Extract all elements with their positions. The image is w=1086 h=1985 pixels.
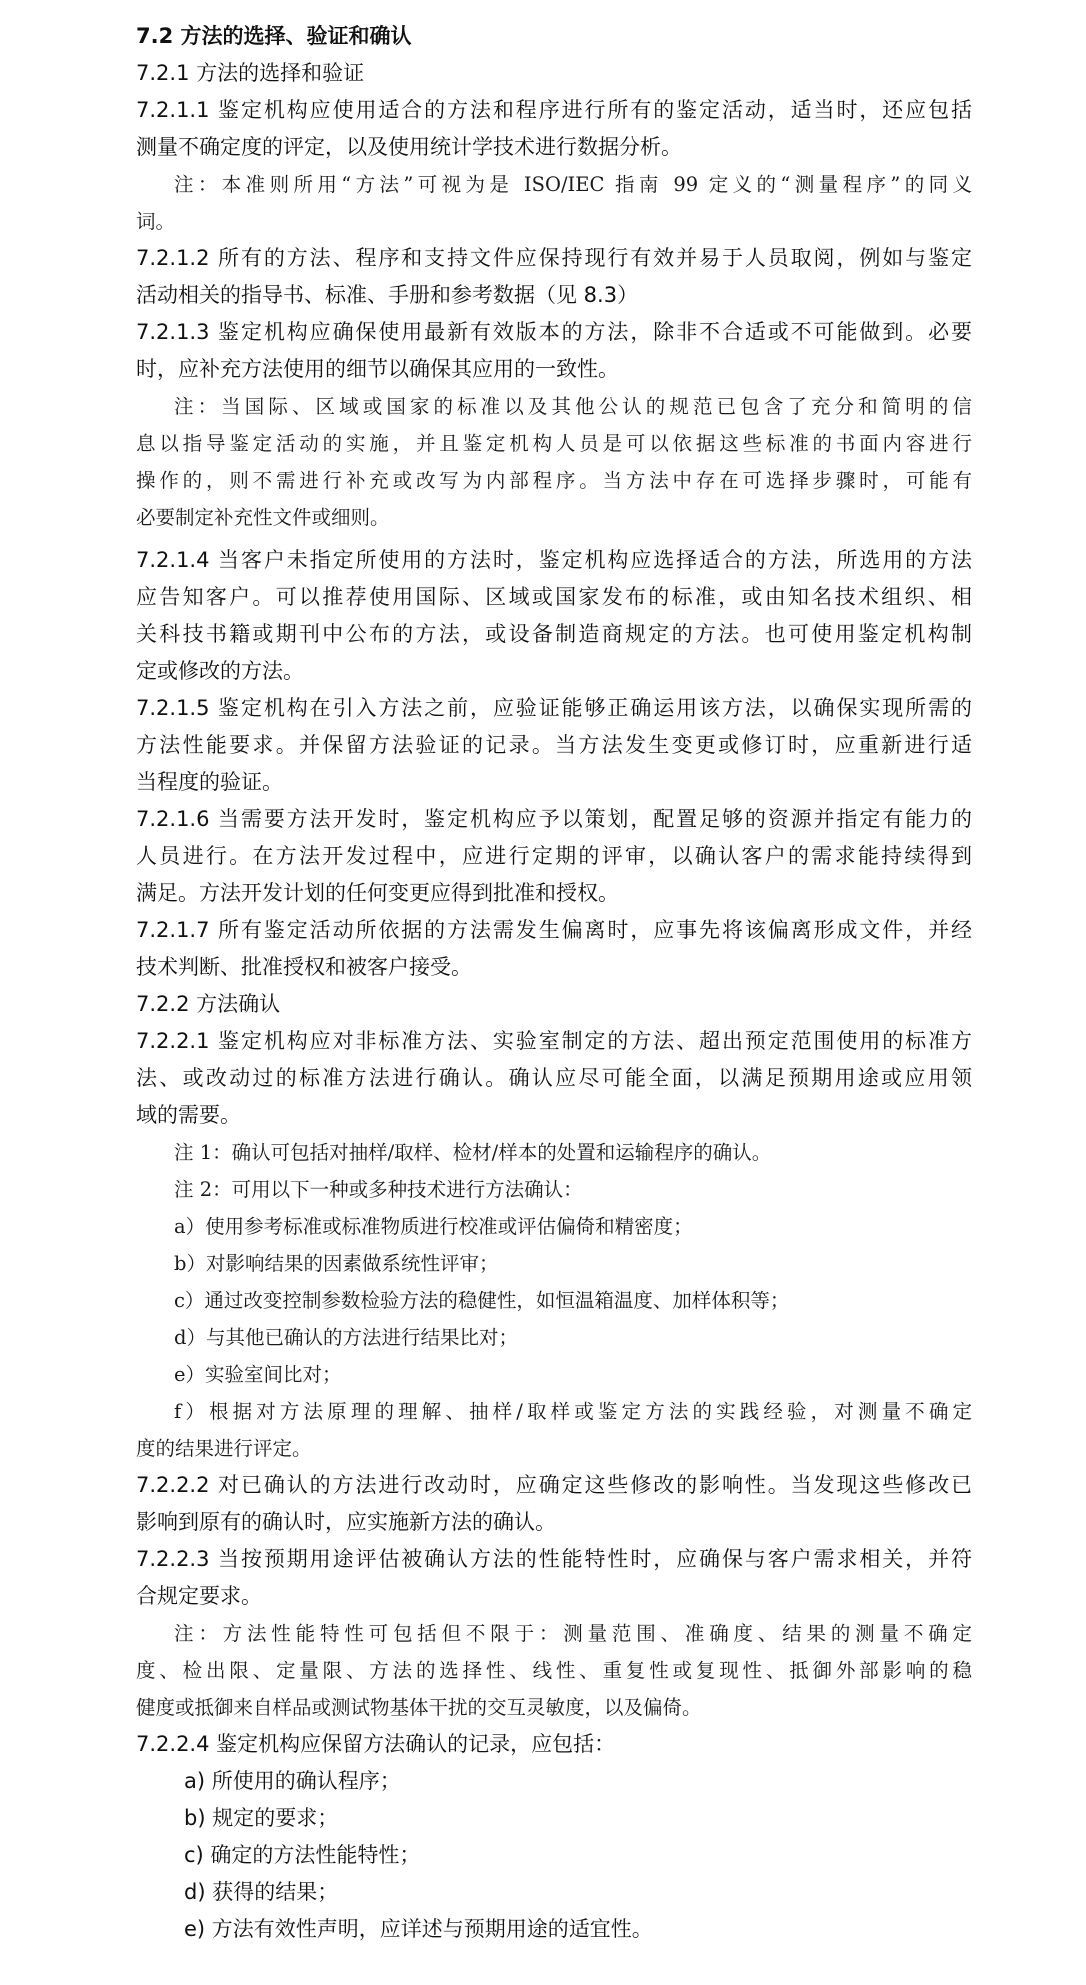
text-line: e）实验室间比对； [174, 1363, 342, 1386]
text-line: 技术判断、批准授权和被客户接受。 [136, 955, 472, 979]
text-line: 7.2.1.6 当需要方法开发时，鉴定机构应予以策划，配置足够的资源并指定有能力的 [136, 807, 972, 831]
text-line: 影响到原有的确认时，应实施新方法的确认。 [136, 1510, 556, 1534]
text-line: 7.2.1.7 所有鉴定活动所依据的方法需发生偏离时，应事先将该偏离形成文件，并经 [136, 918, 972, 942]
text-line: e) 方法有效性声明，应详述与预期用途的适宜性。 [184, 1917, 653, 1941]
text-line: b）对影响结果的因素做系统性评审； [174, 1252, 499, 1275]
text-line: 息以指导鉴定活动的实施，并且鉴定机构人员是可以依据这些标准的书面内容进行 [136, 432, 972, 455]
text-line: 注 2：可用以下一种或多种技术进行方法确认： [174, 1178, 583, 1201]
text-line: 7.2.2.2 对已确认的方法进行改动时，应确定这些修改的影响性。当发现这些修改已 [136, 1473, 972, 1497]
text-line: 7.2.1.4 当客户未指定所使用的方法时，鉴定机构应选择适合的方法，所选用的方法 [136, 548, 972, 572]
text-line: 注：当国际、区域或国家的标准以及其他公认的规范已包含了充分和简明的信 [174, 395, 972, 418]
text-line: a) 所使用的确认程序； [184, 1769, 401, 1793]
text-line: 时，应补充方法使用的细节以确保其应用的一致性。 [136, 357, 619, 381]
text-line: 7.2.2.3 当按预期用途评估被确认方法的性能特性时，应确保与客户需求相关，并符 [136, 1547, 972, 1571]
text-line: 必要制定补充性文件或细则。 [136, 506, 390, 529]
text-line: 注：方法性能特性可包括但不限于：测量范围、准确度、结果的测量不确定 [174, 1622, 972, 1645]
text-line: 词。 [136, 210, 176, 233]
text-line: b) 规定的要求； [184, 1806, 339, 1830]
text-line: 满足。方法开发计划的任何变更应得到批准和授权。 [136, 881, 619, 905]
text-line: f）根据对方法原理的理解、抽样/取样或鉴定方法的实践经验，对测量不确定 [174, 1400, 972, 1423]
text-line: c）通过改变控制参数检验方法的稳健性，如恒温箱温度、加样体积等； [174, 1289, 790, 1312]
text-line: 当程度的验证。 [136, 770, 283, 794]
text-line: 操作的，则不需进行补充或改写为内部程序。当方法中存在可选择步骤时，可能有 [136, 469, 972, 492]
text-line: 方法性能要求。并保留方法验证的记录。当方法发生变更或修订时，应重新进行适 [136, 733, 972, 757]
text-line: 7.2.2.4 鉴定机构应保留方法确认的记录，应包括： [136, 1732, 616, 1756]
text-line: 注 1：确认可包括对抽样/取样、检材/样本的处置和运输程序的确认。 [174, 1141, 772, 1164]
text-line: 7.2.1.2 所有的方法、程序和支持文件应保持现行有效并易于人员取阅，例如与鉴定 [136, 246, 972, 270]
text-line: 7.2.2 方法确认 [136, 992, 281, 1016]
text-line: 法、或改动过的标准方法进行确认。确认应尽可能全面，以满足预期用途或应用领 [136, 1066, 972, 1090]
text-line: 人员进行。在方法开发过程中，应进行定期的评审，以确认客户的需求能持续得到 [136, 844, 972, 868]
text-line: 度的结果进行评定。 [136, 1437, 312, 1460]
text-line: 7.2.1.1 鉴定机构应使用适合的方法和程序进行所有的鉴定活动，适当时，还应包括 [136, 98, 972, 122]
text-line: 健度或抵御来自样品或测试物基体干扰的交互灵敏度，以及偏倚。 [136, 1696, 702, 1719]
text-line: 关科技书籍或期刊中公布的方法，或设备制造商规定的方法。也可使用鉴定机构制 [136, 622, 972, 646]
text-line: a）使用参考标准或标准物质进行校准或评估偏倚和精密度； [174, 1215, 693, 1238]
text-line: 域的需要。 [136, 1103, 241, 1127]
text-line: 活动相关的指导书、标准、手册和参考数据（见 8.3） [136, 283, 639, 307]
text-line: 7.2.1.3 鉴定机构应确保使用最新有效版本的方法，除非不合适或不可能做到。必要 [136, 320, 972, 344]
text-line: 7.2.1 方法的选择和验证 [136, 61, 365, 85]
text-line: 应告知客户。可以推荐使用国际、区域或国家发布的标准，或由知名技术组织、相 [136, 585, 972, 609]
section-heading: 7.2 方法的选择、验证和确认 [136, 24, 412, 48]
text-line: 7.2.1.5 鉴定机构在引入方法之前，应验证能够正确运用该方法，以确保实现所需的 [136, 696, 972, 720]
text-line: 7.2.2.1 鉴定机构应对非标准方法、实验室制定的方法、超出预定范围使用的标准方 [136, 1029, 972, 1053]
text-line: c) 确定的方法性能特性； [184, 1843, 421, 1867]
text-line: 度、检出限、定量限、方法的选择性、线性、重复性或复现性、抵御外部影响的稳 [136, 1659, 972, 1682]
text-line: 定或修改的方法。 [136, 659, 304, 683]
text-line: d) 获得的结果； [184, 1880, 339, 1904]
text-line: 注：本准则所用“方法”可视为是 ISO/IEC 指南 99 定义的“测量程序”的同义 [174, 173, 972, 196]
document-page [136, 18, 972, 1948]
text-line: d）与其他已确认的方法进行结果比对； [174, 1326, 518, 1349]
text-line: 合规定要求。 [136, 1584, 262, 1608]
text-line: 测量不确定度的评定，以及使用统计学技术进行数据分析。 [136, 135, 682, 159]
